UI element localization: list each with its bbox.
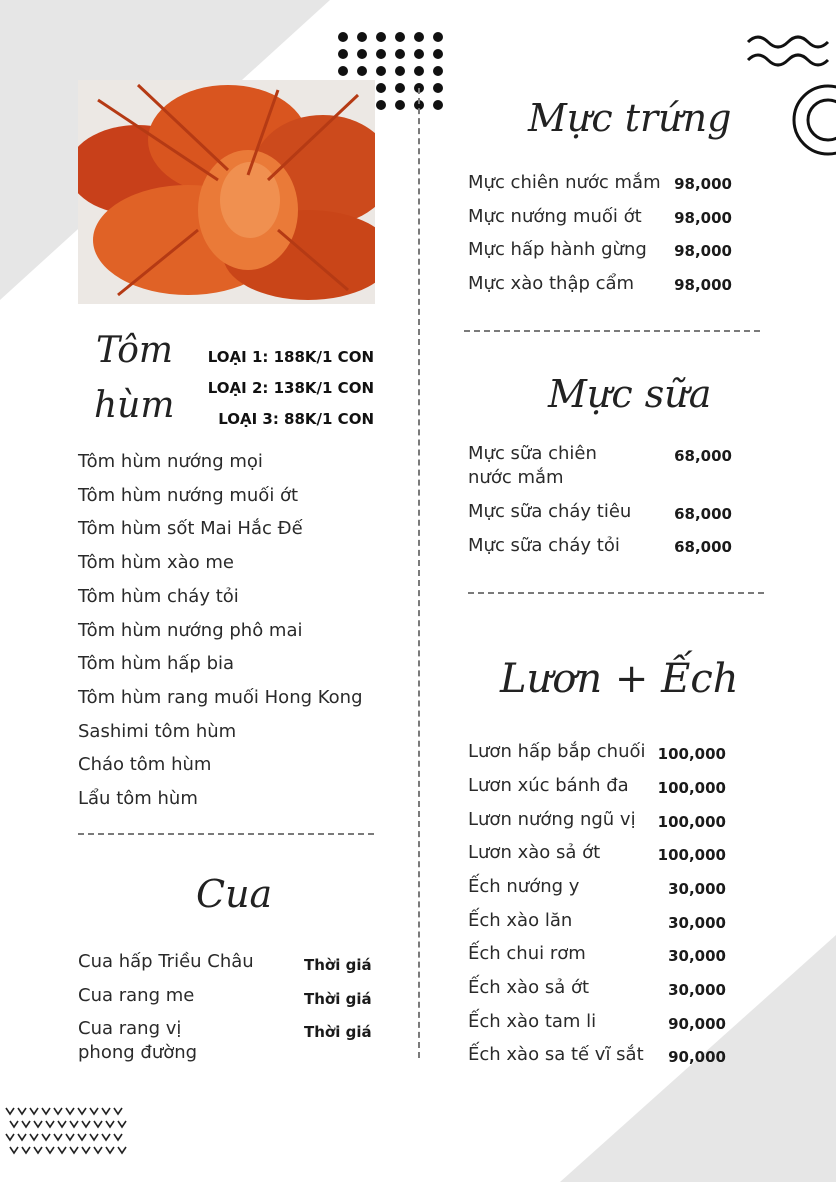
squid-milk-item-cont: nước mắm [468,467,564,488]
crab-price: Thời giá [304,1023,372,1041]
squid-egg-item: Mực xào thập cẩm [468,273,635,294]
concentric-circle-icon [786,82,836,162]
crab-item: Cua hấp Triều Châu [78,951,254,972]
squid-milk-item: Mực sữa cháy tiêu [468,501,632,522]
squid-egg-price: 98,000 [674,209,732,227]
eel-frog-item: Ếch xào sả ớt [468,977,590,998]
lobster-item: Tôm hùm rang muối Hong Kong [78,687,363,708]
eel-frog-item: Lươn xúc bánh đa [468,775,629,796]
eel-frog-price: 100,000 [657,745,726,763]
squid-egg-item: Mực hấp hành gừng [468,239,647,260]
lobster-type-3: LOẠI 3: 88K/1 CON [218,410,374,428]
chevron-pattern [2,1102,132,1162]
lobster-type-1: LOẠI 1: 188K/1 CON [207,348,374,366]
eel-frog-price: 30,000 [668,947,726,965]
squid-egg-item: Mực nướng muối ớt [468,206,642,227]
eel-frog-price: 100,000 [657,813,726,831]
eel-frog-item: Ếch xào sa tế vĩ sắt [468,1044,644,1065]
lobster-item: Tôm hùm nướng phô mai [78,620,303,641]
eel-frog-item: Ếch xào tam li [468,1011,597,1032]
squid-milk-item: Mực sữa cháy tỏi [468,535,620,556]
eel-frog-item: Ếch chui rơm [468,943,586,964]
crab-item: Cua rang vị [78,1018,182,1039]
eel-frog-item: Lươn hấp bắp chuối [468,741,646,762]
lobster-type-2: LOẠI 2: 138K/1 CON [207,379,374,397]
lobster-item: Tôm hùm hấp bia [78,653,235,674]
eel-frog-item: Ếch nướng y [468,876,580,897]
crab-item-cont: phong đường [78,1042,198,1063]
lobster-item: Tôm hùm nướng muối ớt [78,485,299,506]
lobster-item: Tôm hùm xào me [78,552,235,573]
squid-milk-price: 68,000 [674,505,732,523]
eel-frog-price: 30,000 [668,981,726,999]
lobster-item: Cháo tôm hùm [78,754,212,775]
column-divider [418,88,420,1058]
squid-egg-item: Mực chiên nước mắm [468,172,661,193]
eel-frog-price: 100,000 [657,779,726,797]
eel-frog-price: 90,000 [668,1015,726,1033]
section-divider [464,330,760,332]
eel-frog-price: 90,000 [668,1048,726,1066]
lobster-item: Lẩu tôm hùm [78,788,198,809]
lobster-title-line2: hùm [94,385,175,426]
squid-egg-price: 98,000 [674,175,732,193]
wave-lines-pattern [746,32,836,72]
lobster-item: Tôm hùm cháy tỏi [78,586,239,607]
squid-egg-price: 98,000 [674,242,732,260]
squid-egg-price: 98,000 [674,276,732,294]
crab-price: Thời giá [304,990,372,1008]
section-divider [78,833,374,835]
squid-milk-price: 68,000 [674,447,732,465]
eel-frog-title: Lươn + Ếch [500,656,739,702]
squid-milk-item: Mực sữa chiên [468,443,597,464]
eel-frog-price: 30,000 [668,880,726,898]
squid-milk-title: Mực sữa [548,372,712,416]
squid-milk-price: 68,000 [674,538,732,556]
lobster-item: Sashimi tôm hùm [78,721,237,742]
eel-frog-item: Lươn nướng ngũ vị [468,809,636,830]
crab-item: Cua rang me [78,985,195,1006]
lobster-photo [78,80,375,304]
lobster-item: Tôm hùm nướng mọi [78,451,263,472]
eel-frog-price: 100,000 [657,846,726,864]
eel-frog-item: Lươn xào sả ớt [468,842,601,863]
lobster-title-line1: Tôm [96,330,174,371]
crab-title: Cua [196,872,273,916]
squid-egg-title: Mực trứng [528,96,732,140]
eel-frog-price: 30,000 [668,914,726,932]
section-divider [468,592,764,594]
eel-frog-item: Ếch xào lăn [468,910,573,931]
lobster-item: Tôm hùm sốt Mai Hắc Đế [78,518,303,539]
crab-price: Thời giá [304,956,372,974]
